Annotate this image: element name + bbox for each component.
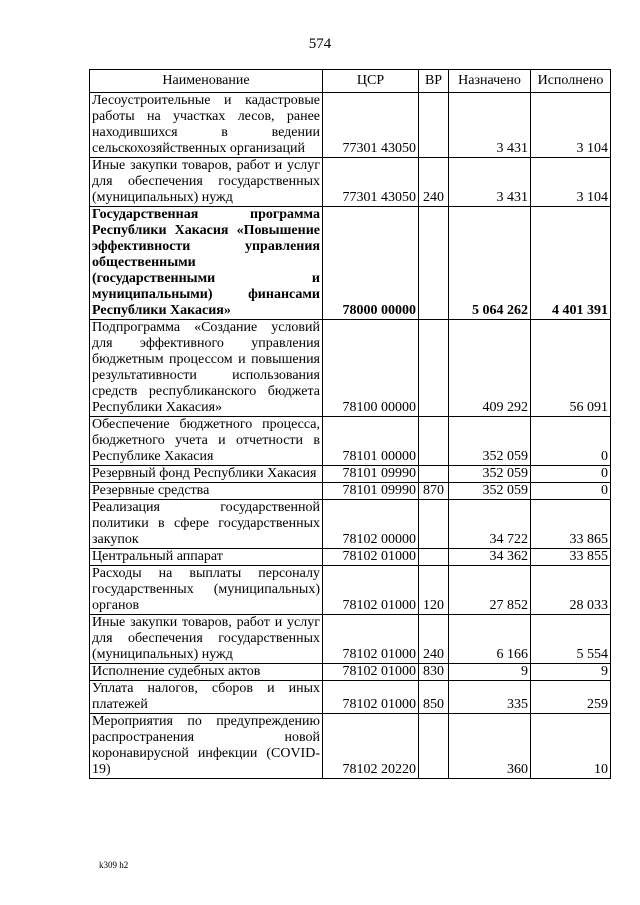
cell-name: Иные закупки товаров, работ и услуг для обеспечения государственных (муниципальных) нужд [90, 615, 323, 664]
cell-vr: 240 [419, 615, 449, 664]
footer-code: k309 h2 [99, 860, 129, 870]
table-row [90, 93, 611, 158]
header-assigned: Назначено [449, 70, 531, 93]
cell-assigned: 34 362 [449, 549, 531, 566]
table-row [90, 207, 611, 320]
cell-assigned: 3 431 [449, 93, 531, 158]
cell-csr: 78100 00000 [323, 320, 419, 417]
cell-executed: 0 [531, 417, 611, 466]
page-number: 574 [308, 36, 332, 52]
table-row [90, 681, 611, 714]
table-row [90, 466, 611, 483]
cell-executed: 10 [531, 714, 611, 779]
cell-vr [419, 714, 449, 779]
cell-csr: 78102 01000 [323, 615, 419, 664]
header-name: Наименование [90, 70, 323, 93]
table-row [90, 483, 611, 500]
cell-vr [419, 466, 449, 483]
cell-vr: 120 [419, 566, 449, 615]
cell-vr [419, 93, 449, 158]
cell-assigned: 5 064 262 [449, 207, 531, 320]
cell-name: Уплата налогов, сборов и иных платежей [90, 681, 323, 714]
header-csr: ЦСР [323, 70, 419, 93]
table-row [90, 714, 611, 779]
cell-executed: 0 [531, 483, 611, 500]
table-row [90, 566, 611, 615]
cell-vr [419, 320, 449, 417]
cell-csr: 78102 01000 [323, 549, 419, 566]
cell-name: Иные закупки товаров, работ и услуг для обеспечения государственных (муниципальных) нужд [90, 158, 323, 207]
cell-executed: 33 865 [531, 500, 611, 549]
cell-assigned: 27 852 [449, 566, 531, 615]
cell-executed: 3 104 [531, 158, 611, 207]
cell-name: Резервный фонд Республики Хакасия [90, 466, 323, 483]
cell-vr: 240 [419, 158, 449, 207]
cell-executed: 0 [531, 466, 611, 483]
cell-csr: 78101 09990 [323, 483, 419, 500]
cell-vr [419, 207, 449, 320]
table-header-row [90, 70, 611, 93]
cell-assigned: 352 059 [449, 417, 531, 466]
cell-name: Обеспечение бюджетного процесса, бюджетного учета и отчетности в Республике Хакасия [90, 417, 323, 466]
cell-executed: 259 [531, 681, 611, 714]
cell-executed: 5 554 [531, 615, 611, 664]
cell-csr: 78102 01000 [323, 664, 419, 681]
cell-name: Государственная программа Республики Хакасия «Повышение эффективности управления общественными (государственными и муниципальными) финансами Республики Хакасия» [90, 207, 323, 320]
cell-assigned: 34 722 [449, 500, 531, 549]
cell-executed: 9 [531, 664, 611, 681]
cell-name: Лесоустроительные и кадастровые работы на участках лесов, ранее находившихся в ведении сельскохозяйственных организаций [90, 93, 323, 158]
cell-assigned: 6 166 [449, 615, 531, 664]
cell-vr [419, 417, 449, 466]
cell-assigned: 352 059 [449, 483, 531, 500]
cell-vr [419, 549, 449, 566]
header-executed: Исполнено [531, 70, 611, 93]
cell-assigned: 352 059 [449, 466, 531, 483]
cell-csr: 77301 43050 [323, 158, 419, 207]
cell-assigned: 360 [449, 714, 531, 779]
cell-assigned: 3 431 [449, 158, 531, 207]
cell-assigned: 335 [449, 681, 531, 714]
table-body [90, 93, 611, 779]
table-row [90, 664, 611, 681]
cell-executed: 28 033 [531, 566, 611, 615]
cell-csr: 78102 20220 [323, 714, 419, 779]
cell-csr: 78102 01000 [323, 566, 419, 615]
cell-assigned: 9 [449, 664, 531, 681]
cell-csr: 78000 00000 [323, 207, 419, 320]
cell-vr: 850 [419, 681, 449, 714]
table-row [90, 500, 611, 549]
table-row [90, 158, 611, 207]
cell-name: Подпрограмма «Создание условий для эффективного управления бюджетным процессом и повышения результативности использования средств республиканского бюджета Республики Хакасия» [90, 320, 323, 417]
cell-csr: 78102 01000 [323, 681, 419, 714]
header-vr: ВР [419, 70, 449, 93]
table-row [90, 549, 611, 566]
cell-csr: 77301 43050 [323, 93, 419, 158]
cell-executed: 3 104 [531, 93, 611, 158]
cell-csr: 78101 00000 [323, 417, 419, 466]
cell-executed: 56 091 [531, 320, 611, 417]
cell-assigned: 409 292 [449, 320, 531, 417]
cell-name: Резервные средства [90, 483, 323, 500]
budget-table [89, 69, 611, 779]
cell-name: Мероприятия по предупреждению распространения новой коронавирусной инфекции (COVID-19) [90, 714, 323, 779]
table-row [90, 417, 611, 466]
cell-vr: 830 [419, 664, 449, 681]
cell-vr: 870 [419, 483, 449, 500]
cell-name: Реализация государственной политики в сфере государственных закупок [90, 500, 323, 549]
table-row [90, 615, 611, 664]
cell-name: Расходы на выплаты персоналу государственных (муниципальных) органов [90, 566, 323, 615]
cell-name: Центральный аппарат [90, 549, 323, 566]
cell-csr: 78102 00000 [323, 500, 419, 549]
cell-csr: 78101 09990 [323, 466, 419, 483]
cell-name: Исполнение судебных актов [90, 664, 323, 681]
cell-executed: 33 855 [531, 549, 611, 566]
table-row [90, 320, 611, 417]
cell-vr [419, 500, 449, 549]
cell-executed: 4 401 391 [531, 207, 611, 320]
